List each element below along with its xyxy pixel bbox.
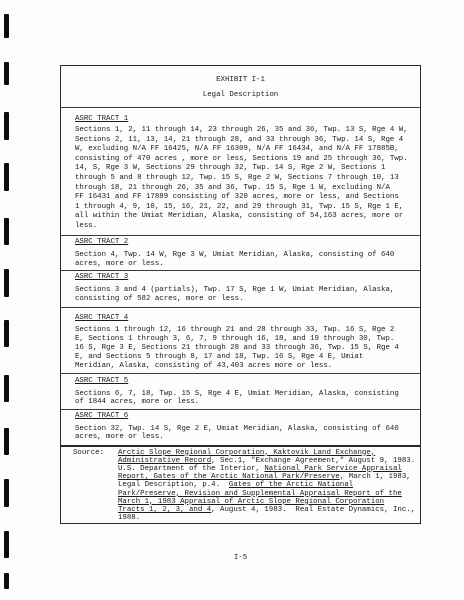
citation-title: National Park Service Appraisal: [264, 464, 402, 473]
description-line: through 5 and 8 through 12, Twp. 15 S, Rge 2 W, Sections 7 through 10, 13: [75, 173, 399, 182]
tract-5-description: [75, 390, 399, 407]
tract-divider: [60, 307, 421, 308]
citation-text: 1988.: [118, 514, 141, 523]
binding-mark: [4, 320, 9, 347]
exhibit-subtitle: Legal Description: [202, 91, 279, 99]
citation-title: Tracts 1, 2, 3, and 4: [118, 505, 212, 514]
description-line: Sections 3 and 4 (partials), Twp. 17 S, Rge 1 W, Umiat Meridian, Alaska,: [75, 286, 395, 294]
description-line: FF 16431 and FF 17889 consisting of 320 acres, more or less, and Sections: [75, 193, 399, 202]
description-line: Sections 2, 11, 13, 14, 21 through 28, and 33 through 36, Twp. 14 S, Rge 4: [75, 135, 404, 144]
citation-text: , March 1, 1983,: [339, 473, 411, 482]
citation-title: Gates of the Arctic National: [228, 481, 354, 490]
description-line: E, and Sections 5 through 8, 17 and 18, Twp. 16 S, Rge 4 E, Umiat: [75, 353, 364, 362]
tract-4-heading: ASRC TRACT 4: [75, 314, 129, 322]
description-line: Meridian, Alaska, consisting of 43,403 acres more or less.: [75, 362, 333, 371]
citation-line: [118, 481, 415, 489]
description-line: E, Sections 1 through 3, 6, 7, 9 through 16, 18, and 19 through 30, Twp.: [75, 335, 395, 344]
binding-mark: [4, 479, 9, 507]
binding-mark: [4, 428, 9, 455]
tract-divider: [60, 373, 421, 374]
citation-line: [118, 465, 415, 473]
exhibit-title: EXHIBIT I-1: [216, 76, 265, 84]
page-number: I-5: [233, 554, 248, 562]
description-line: acres, more or less.: [75, 433, 164, 442]
source-divider: [60, 445, 421, 447]
tract-6-heading: ASRC TRACT 6: [75, 411, 129, 420]
citation-line: [118, 498, 415, 506]
binding-mark: [4, 112, 9, 140]
citation-title: Park/Preserve, Revision and Supplemental Appraisal Report of the: [118, 489, 402, 498]
description-line: all within the Umiat Meridian, Alaska, consisting of 54,163 acres, more or: [75, 212, 404, 221]
description-line: 14, S, Rge 3 W, Sections 29 through 32, Twp. 14 S, Rge 2 W, Sections 1: [75, 164, 386, 173]
description-line: Sections 6, 7, 18, Twp. 15 S, Rge 4 E, Umiat Meridian, Alaska, consisting: [75, 389, 399, 398]
tract-3-description: [75, 286, 394, 303]
citation-title: March 1, 1983 Appraisal of Arctic Slope Regional Corporation: [118, 497, 385, 506]
description-line: Section 4, Twp. 14 W, Rge 3 W, Umiat Meridian, Alaska, consisting of 640: [75, 251, 395, 259]
description-line: W, excluding N/A FF 16425, N/A FF 16309, N/A FF 16434, and N/A FF 17885B,: [75, 145, 399, 154]
description-line: less.: [75, 221, 98, 230]
citation-line: [118, 449, 415, 457]
citation-line: [118, 473, 415, 481]
binding-mark: [4, 269, 9, 297]
tract-2-heading: ASRC TRACT 2: [75, 238, 129, 246]
citation-text: U.S. Department of the Interior,: [118, 464, 265, 473]
tract-2-description: [75, 251, 394, 269]
binding-mark: [4, 14, 9, 38]
tract-divider: [60, 270, 421, 271]
header-divider: [60, 107, 421, 108]
binding-mark: [4, 531, 9, 558]
binding-mark: [4, 163, 9, 191]
tract-1-heading: ASRC TRACT 1: [75, 115, 129, 123]
description-line: Sections 1 through 12, 16 through 21 and 28 through 33, Twp. 16 S, Rge 2: [75, 326, 395, 334]
description-line: of 1844 acres, more or less.: [75, 398, 200, 407]
citation-line: [118, 514, 415, 522]
citation-text: , Sec.1, "Exchange Agreement," August 9, 1983.: [211, 456, 416, 465]
description-line: Sections 1, 2, 11 through 14, 23 through 26, 35 and 36, Twp. 13 S, Rge 4 W,: [75, 126, 408, 134]
citation-line: [118, 506, 415, 514]
tract-3-heading: ASRC TRACT 3: [75, 273, 129, 281]
description-line: consisting of 582 acres, more or less.: [75, 294, 244, 303]
description-line: 16 S, Rge 3 E, Sections 21 through 28 and 33 through 36, Twp. 15 S, Rge 4: [75, 344, 399, 353]
tract-1-description: [75, 126, 408, 232]
description-line: Section 32, Twp. 14 S, Rge 2 E, Umiat Meridian, Alaska, consisting of 640: [75, 424, 399, 433]
description-line: 1 through 4, 9, 10, 15, 16, 21, 22, and 29 through 31, Twp. 15 S, Rge 1 E,: [75, 202, 404, 211]
binding-mark: [4, 375, 9, 402]
tract-divider: [60, 235, 421, 236]
citation-text: , August 4, 1983. Real Estate Dynamics, Inc.,: [211, 505, 416, 514]
binding-mark: [4, 573, 9, 589]
citation-text: Legal Description, p.4.: [118, 481, 229, 490]
source-citation: [118, 449, 415, 523]
source-label: Source:: [73, 448, 105, 457]
citation-title: Report, Gates of the Arctic National Park/Preserve: [118, 473, 340, 482]
tract-4-description: [75, 326, 399, 371]
binding-mark: [4, 218, 9, 245]
citation-title: Administrative Record: [118, 456, 212, 465]
description-line: through 18, 21 through 26, 35 and 36, Twp. 15 S, Rge 1 W, excluding N/A: [75, 183, 390, 192]
description-line: consisting of 470 acres , more or less, Sections 19 and 25 through 36, Twp.: [75, 154, 408, 163]
citation-line: [118, 457, 415, 465]
citation-title: Arctic Slope Regional Corporation, Kaktovik Land Exchange,: [118, 448, 376, 457]
tract-5-heading: ASRC TRACT 5: [75, 377, 129, 385]
description-line: acres, more or less.: [75, 260, 164, 268]
binding-mark: [4, 62, 9, 85]
citation-line: [118, 490, 415, 498]
tract-6-description: [75, 425, 399, 442]
